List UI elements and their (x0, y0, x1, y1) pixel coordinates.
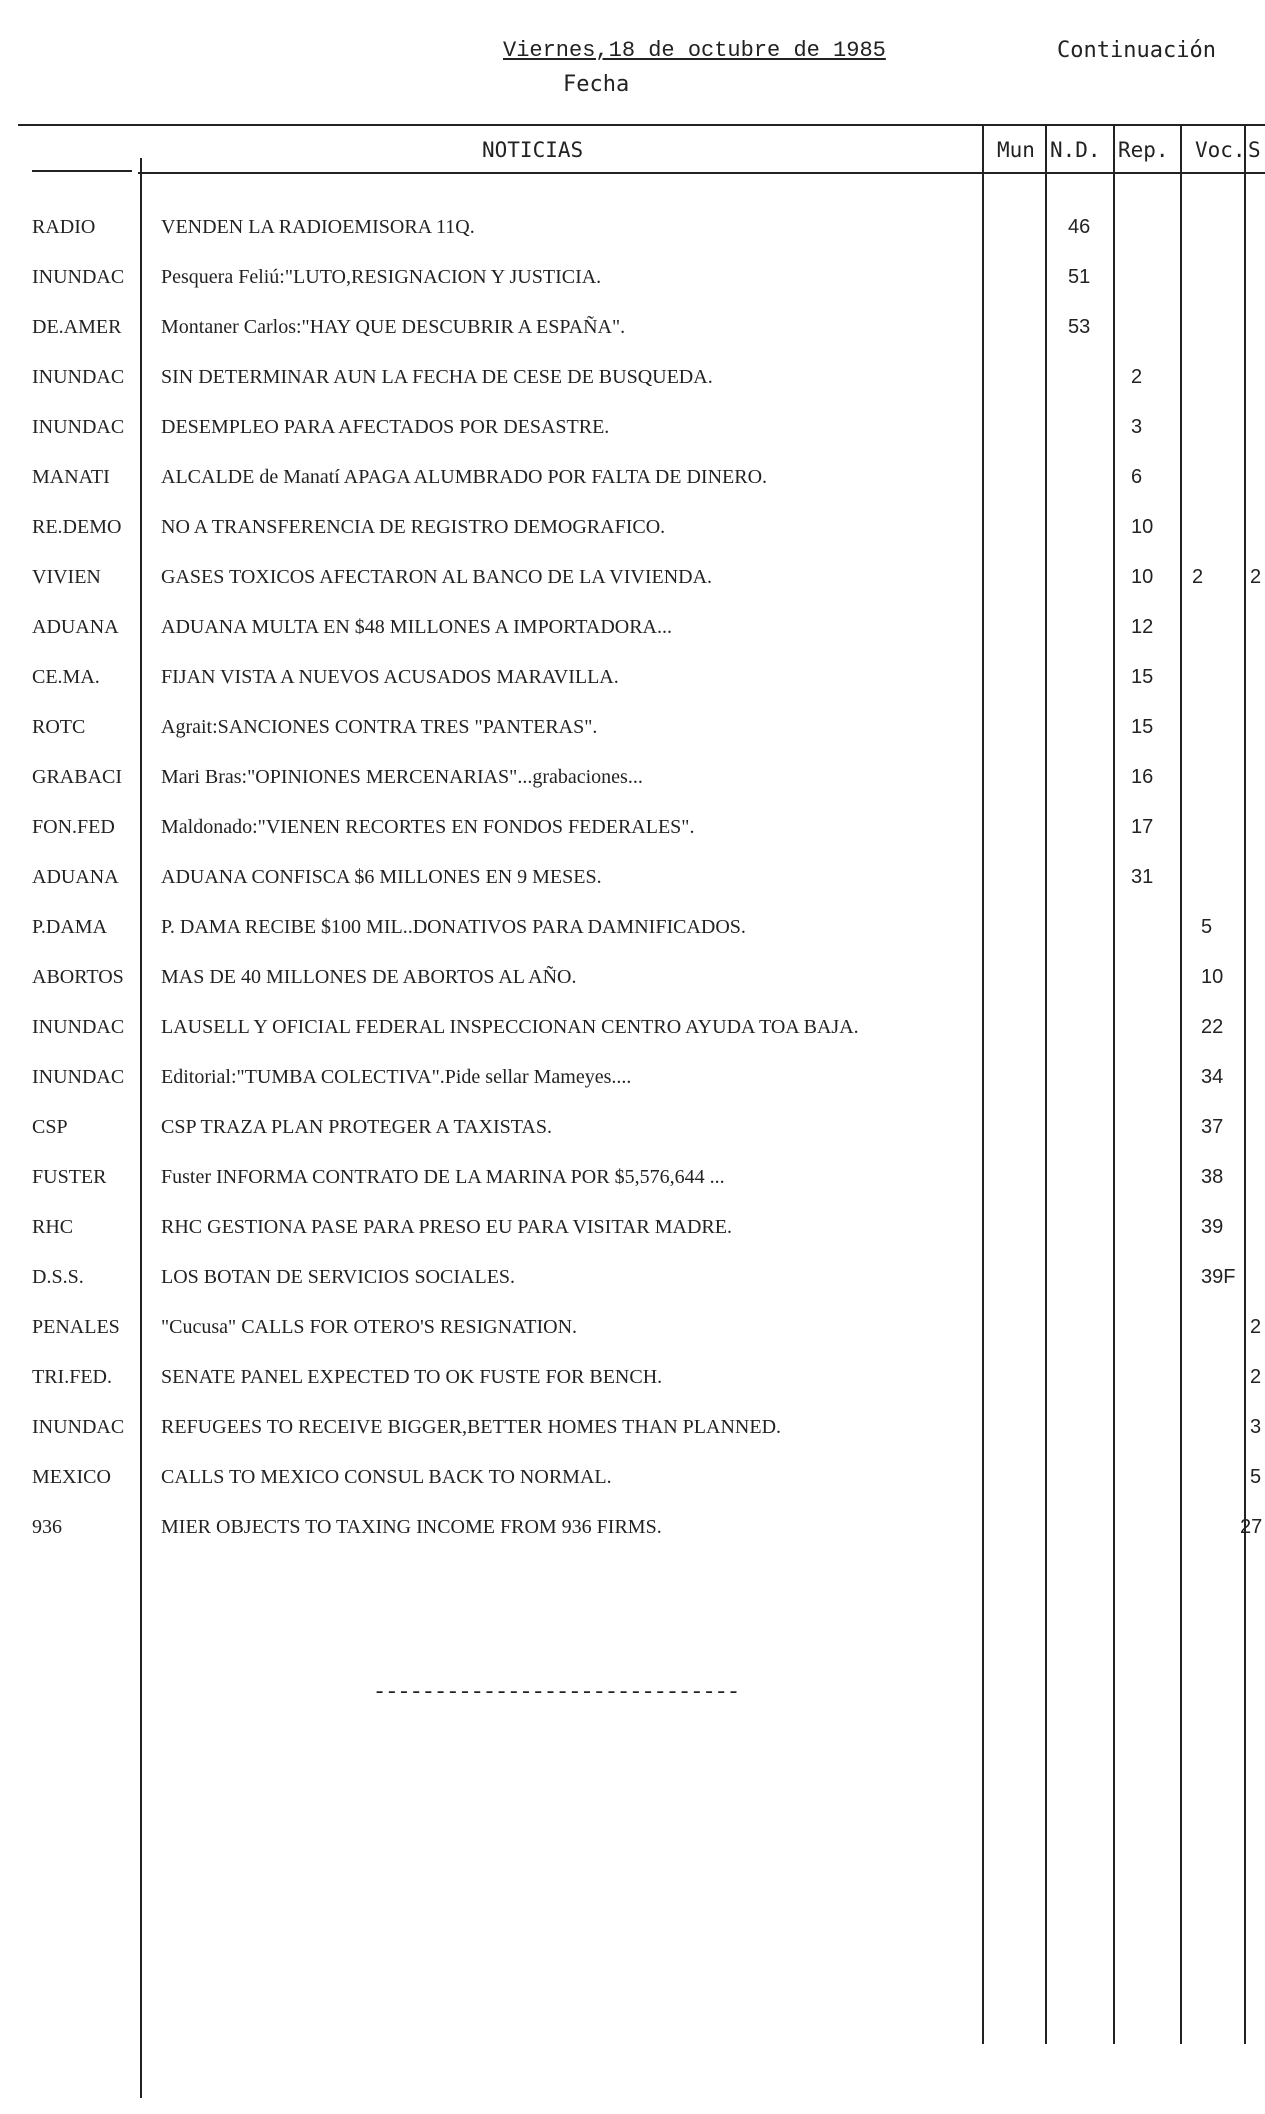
row-page-nd: 53 (1068, 316, 1091, 338)
table-row (0, 516, 1265, 566)
table-row (0, 1066, 1265, 1116)
column-header-mun: Mun (997, 138, 1035, 162)
report-date (503, 38, 886, 63)
row-code: INUNDAC (32, 1016, 125, 1038)
table-header-rule-long (138, 172, 1265, 174)
row-code: PENALES (32, 1316, 120, 1338)
row-title: Editorial:"TUMBA COLECTIVA".Pide sellar Mameyes.... (161, 1066, 632, 1088)
table-row (0, 916, 1265, 966)
row-code: GRABACI (32, 766, 123, 788)
table-row (0, 1316, 1265, 1366)
row-page-nd: 51 (1068, 266, 1091, 288)
table-row (0, 616, 1265, 666)
table-row (0, 416, 1265, 466)
table-row (0, 1216, 1265, 1266)
continuation-label: Continuación (1057, 38, 1216, 63)
row-page-s: 27 (1240, 1516, 1263, 1538)
table-row (0, 1166, 1265, 1216)
row-code: FON.FED (32, 816, 115, 838)
row-code: INUNDAC (32, 266, 125, 288)
row-page-voc: 37 (1201, 1116, 1224, 1138)
row-page-voc: 39 (1201, 1216, 1224, 1238)
table-row (0, 866, 1265, 916)
row-title: Montaner Carlos:"HAY QUE DESCUBRIR A ESPAÑA". (161, 316, 626, 338)
table-row (0, 1266, 1265, 1316)
row-code: TRI.FED. (32, 1366, 112, 1388)
row-page-rep: 15 (1131, 716, 1154, 738)
row-page-nd: 46 (1068, 216, 1091, 238)
table-row (0, 366, 1265, 416)
end-of-list-rule: ------------------------------ (373, 1680, 740, 1705)
row-page-rep: 2 (1131, 366, 1143, 388)
row-page-rep: 16 (1131, 766, 1154, 788)
row-page-voc: 39F (1201, 1266, 1236, 1288)
row-title: Maldonado:"VIENEN RECORTES EN FONDOS FEDERALES". (161, 816, 695, 838)
row-title: LOS BOTAN DE SERVICIOS SOCIALES. (161, 1266, 516, 1288)
row-page-rep: 17 (1131, 816, 1154, 838)
table-row (0, 1366, 1265, 1416)
table-row (0, 716, 1265, 766)
row-title: SENATE PANEL EXPECTED TO OK FUSTE FOR BENCH. (161, 1366, 663, 1388)
row-page-s: 2 (1250, 1366, 1262, 1388)
row-title: RHC GESTIONA PASE PARA PRESO EU PARA VISITAR MADRE. (161, 1216, 732, 1238)
table-row (0, 816, 1265, 866)
row-title: CALLS TO MEXICO CONSUL BACK TO NORMAL. (161, 1466, 612, 1488)
row-page-s: 5 (1250, 1466, 1262, 1488)
table-row (0, 566, 1265, 616)
row-code: D.S.S. (32, 1266, 84, 1288)
table-row (0, 266, 1265, 316)
row-page-voc: 22 (1201, 1016, 1224, 1038)
row-title: Pesquera Feliú:"LUTO,RESIGNACION Y JUSTICIA. (161, 266, 602, 288)
row-title: Agrait:SANCIONES CONTRA TRES "PANTERAS". (161, 716, 598, 738)
row-code: MANATI (32, 466, 110, 488)
row-title: ALCALDE de Manatí APAGA ALUMBRADO POR FALTA DE DINERO. (161, 466, 768, 488)
row-page-s: 3 (1250, 1416, 1262, 1438)
row-page-voc: 34 (1201, 1066, 1224, 1088)
row-page-voc: 2 (1192, 566, 1204, 588)
row-title: P. DAMA RECIBE $100 MIL..DONATIVOS PARA DAMNIFICADOS. (161, 916, 746, 938)
row-code: VIVIEN (32, 566, 101, 588)
table-top-rule (18, 124, 1265, 126)
row-page-s: 2 (1250, 1316, 1262, 1338)
table-row (0, 966, 1265, 1016)
row-code: RE.DEMO (32, 516, 122, 538)
row-page-rep: 12 (1131, 616, 1154, 638)
column-header-voc: Voc. (1195, 138, 1246, 162)
row-title: LAUSELL Y OFICIAL FEDERAL INSPECCIONAN CENTRO AYUDA TOA BAJA. (161, 1016, 859, 1038)
table-row (0, 1466, 1265, 1516)
row-code: INUNDAC (32, 1416, 125, 1438)
date-label: Fecha (563, 72, 630, 97)
row-page-voc: 38 (1201, 1166, 1224, 1188)
row-code: FUSTER (32, 1166, 107, 1188)
column-header-nd: N.D. (1050, 138, 1101, 162)
row-page-rep: 3 (1131, 416, 1143, 438)
row-page-voc: 10 (1201, 966, 1224, 988)
row-page-rep: 6 (1131, 466, 1143, 488)
row-title: NO A TRANSFERENCIA DE REGISTRO DEMOGRAFICO. (161, 516, 666, 538)
row-title: MIER OBJECTS TO TAXING INCOME FROM 936 FIRMS. (161, 1516, 662, 1538)
row-code: ADUANA (32, 866, 119, 888)
row-title: Mari Bras:"OPINIONES MERCENARIAS"...grabaciones... (161, 766, 643, 788)
table-row (0, 666, 1265, 716)
table-row (0, 316, 1265, 366)
column-header-rep: Rep. (1118, 138, 1169, 162)
table-row (0, 766, 1265, 816)
row-title: ADUANA CONFISCA $6 MILLONES EN 9 MESES. (161, 866, 602, 888)
row-title: GASES TOXICOS AFECTARON AL BANCO DE LA VIVIENDA. (161, 566, 713, 588)
table-row (0, 1116, 1265, 1166)
row-code: RADIO (32, 216, 96, 238)
row-code: INUNDAC (32, 366, 125, 388)
row-page-rep: 31 (1131, 866, 1154, 888)
row-code: DE.AMER (32, 316, 122, 338)
row-code: INUNDAC (32, 416, 125, 438)
table-row (0, 466, 1265, 516)
table-row (0, 1016, 1265, 1066)
row-page-rep: 10 (1131, 516, 1154, 538)
row-title: FIJAN VISTA A NUEVOS ACUSADOS MARAVILLA. (161, 666, 619, 688)
row-code: ADUANA (32, 616, 119, 638)
row-code: P.DAMA (32, 916, 108, 938)
row-code: MEXICO (32, 1466, 111, 1488)
row-page-s: 2 (1250, 566, 1262, 588)
row-code: ROTC (32, 716, 86, 738)
row-code: CE.MA. (32, 666, 100, 688)
row-title: ADUANA MULTA EN $48 MILLONES A IMPORTADORA... (161, 616, 672, 638)
row-page-rep: 10 (1131, 566, 1154, 588)
row-title: MAS DE 40 MILLONES DE ABORTOS AL AÑO. (161, 966, 577, 988)
table-row (0, 1516, 1265, 1566)
row-title: VENDEN LA RADIOEMISORA 11Q. (161, 216, 475, 238)
row-page-voc: 5 (1201, 916, 1213, 938)
row-title: SIN DETERMINAR AUN LA FECHA DE CESE DE BUSQUEDA. (161, 366, 713, 388)
report-date-text: Viernes,18 de octubre de 1985 (503, 38, 886, 63)
row-code: CSP (32, 1116, 68, 1138)
row-title: DESEMPLEO PARA AFECTADOS POR DESASTRE. (161, 416, 610, 438)
table-row (0, 1416, 1265, 1466)
row-code: ABORTOS (32, 966, 124, 988)
row-code: 936 (32, 1516, 62, 1538)
row-title: REFUGEES TO RECEIVE BIGGER,BETTER HOMES THAN PLANNED. (161, 1416, 782, 1438)
row-code: RHC (32, 1216, 74, 1238)
table-header-rule (32, 170, 132, 172)
table-row (0, 216, 1265, 266)
column-header-news: NOTICIAS (482, 138, 584, 162)
column-header-s: S (1248, 138, 1261, 162)
row-code: INUNDAC (32, 1066, 125, 1088)
row-title: Fuster INFORMA CONTRATO DE LA MARINA POR $5,576,644 ... (161, 1166, 725, 1188)
row-page-rep: 15 (1131, 666, 1154, 688)
row-title: "Cucusa" CALLS FOR OTERO'S RESIGNATION. (161, 1316, 578, 1338)
row-title: CSP TRAZA PLAN PROTEGER A TAXISTAS. (161, 1116, 552, 1138)
